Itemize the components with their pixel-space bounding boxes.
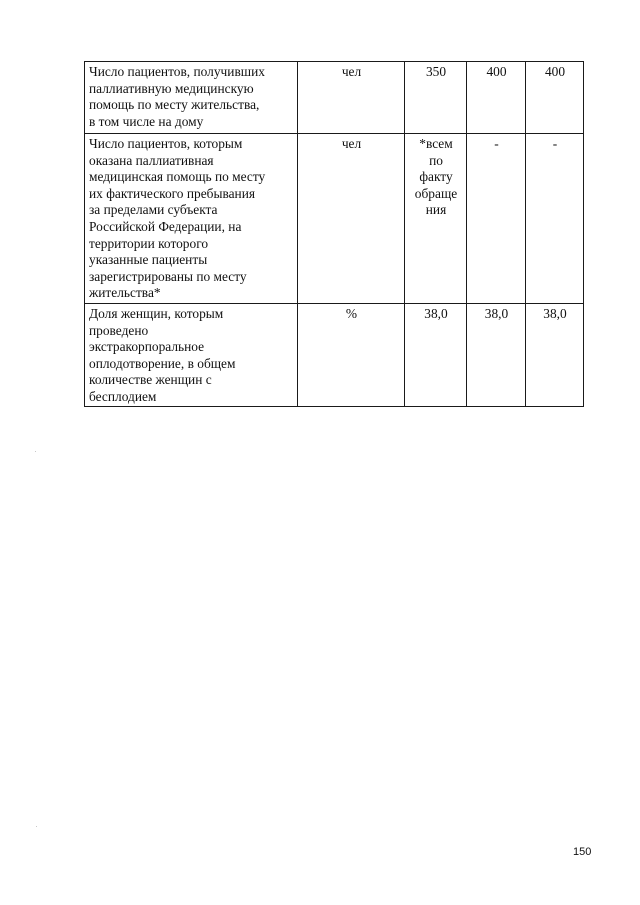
- scan-speck: [35, 451, 36, 452]
- indicator-name-line: Доля женщин, которым: [89, 306, 224, 321]
- value-line: *всем: [419, 136, 453, 151]
- indicator-name-line: проведено: [89, 322, 149, 338]
- indicator-name-line: паллиативную медицинскую: [89, 80, 254, 96]
- unit-cell: чел: [298, 134, 405, 304]
- value-cell-3: 400: [526, 62, 584, 134]
- value-line: по: [429, 152, 443, 168]
- table-row: [85, 62, 584, 134]
- value-line: 350: [425, 64, 447, 79]
- indicator-name-line: их фактического пребывания: [89, 185, 256, 201]
- indicator-name-line: территории которого: [89, 235, 209, 251]
- value-cell-1: [405, 304, 467, 407]
- indicator-name-line: оказана паллиативная: [89, 152, 214, 168]
- indicator-name-line: Российской Федерации, на: [89, 218, 242, 234]
- indicator-name-cell: [85, 62, 298, 134]
- indicator-name-line: Число пациентов, получивших: [89, 64, 265, 79]
- value-cell-1: [405, 62, 467, 134]
- table-row: [85, 134, 584, 304]
- value-cell-2: 400: [467, 62, 526, 134]
- page-number: 150: [573, 846, 592, 858]
- indicator-name-line: за пределами субъекта: [89, 202, 218, 218]
- indicator-name-cell: [85, 134, 298, 304]
- value-cell-1: [405, 134, 467, 304]
- indicator-name-line: помощь по месту жительства,: [89, 97, 260, 113]
- indicator-name-line: указанные пациенты: [89, 252, 208, 268]
- value-cell-3: -: [526, 134, 584, 304]
- table-row: [85, 304, 584, 407]
- value-line: 38,0: [424, 306, 448, 321]
- indicator-name-line: жительства*: [89, 285, 161, 301]
- indicator-name-line: зарегистрированы по месту: [89, 268, 247, 284]
- unit-cell: чел: [298, 62, 405, 134]
- value-line: факту: [419, 169, 453, 185]
- value-cell-2: 38,0: [467, 304, 526, 407]
- value-line: ния: [425, 202, 447, 218]
- indicator-name-line: количестве женщин с: [89, 372, 212, 388]
- value-cell-2: -: [467, 134, 526, 304]
- indicator-name-line: экстракорпоральное: [89, 339, 205, 355]
- indicator-name-line: медицинская помощь по месту: [89, 169, 266, 185]
- indicator-name-line: Число пациентов, которым: [89, 136, 243, 151]
- indicator-name-cell: [85, 304, 298, 407]
- indicator-name-line: в том числе на дому: [89, 113, 204, 129]
- indicator-name-line: оплодотворение, в общем: [89, 355, 236, 371]
- scan-speck: [36, 826, 37, 827]
- value-line: обраще: [414, 185, 458, 201]
- unit-cell: %: [298, 304, 405, 407]
- indicator-name-line: бесплодием: [89, 388, 157, 404]
- value-cell-3: 38,0: [526, 304, 584, 407]
- indicators-table: [84, 61, 584, 407]
